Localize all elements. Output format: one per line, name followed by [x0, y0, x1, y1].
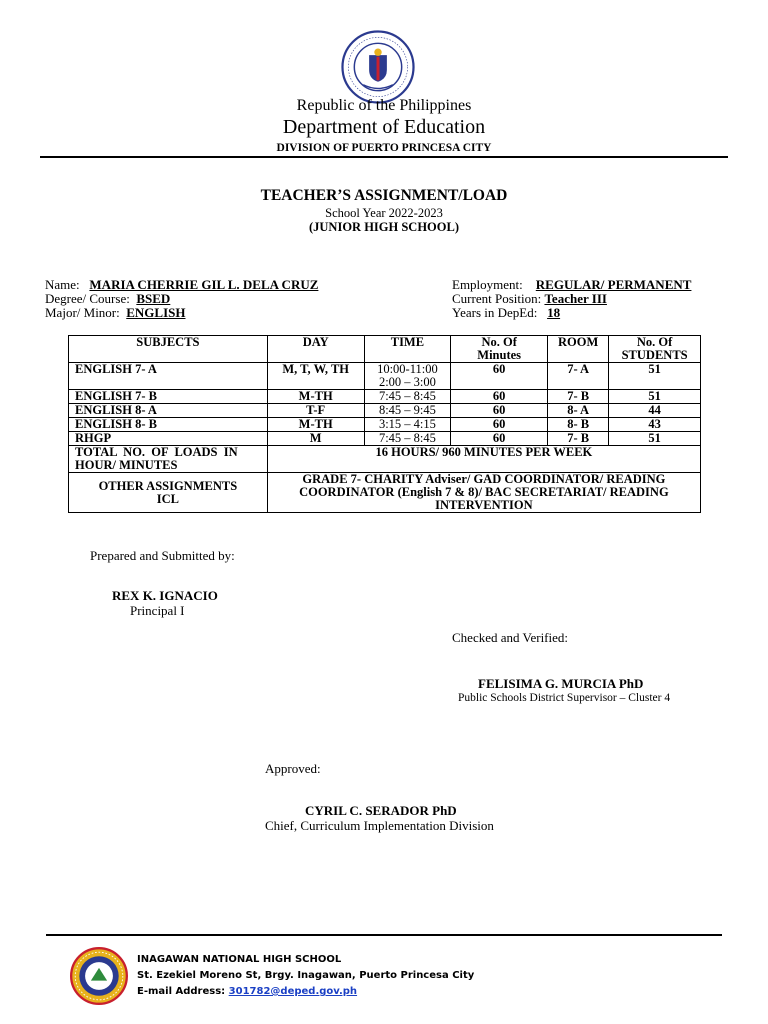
years-label: Years in DepEd:	[452, 305, 538, 320]
time-cell: 8:45 – 9:45	[364, 404, 451, 418]
day-cell: M-TH	[267, 390, 364, 404]
school-seal-icon	[70, 947, 128, 1005]
header-students-line2: STUDENTS	[621, 348, 688, 362]
degree-value: BSED	[136, 291, 171, 306]
footer-email-row	[137, 984, 357, 999]
approved-label: Approved:	[265, 761, 321, 776]
school-year: School Year 2022-2023	[325, 206, 443, 220]
footer-email-label: E-mail Address:	[137, 986, 226, 997]
room-cell: 8- A	[548, 404, 609, 418]
degree-label: Degree/ Course:	[45, 291, 130, 306]
room-cell: 7- B	[548, 432, 609, 446]
room-cell: 7- B	[548, 390, 609, 404]
school-level: (JUNIOR HIGH SCHOOL)	[308, 220, 459, 234]
students-cell: 51	[609, 390, 701, 404]
years-row	[452, 305, 560, 320]
footer-address: St. Ezekiel Moreno St, Brgy. Inagawan, Puerto Princesa City	[137, 970, 475, 981]
employment-label: Employment:	[452, 277, 523, 292]
header-minutes	[451, 336, 548, 363]
republic-heading: Republic of the Philippines	[296, 97, 472, 114]
footer-divider	[46, 934, 722, 936]
students-cell: 51	[609, 363, 701, 390]
other-assignments-label	[69, 473, 268, 513]
footer-email-link[interactable]: 301782@deped.gov.ph	[228, 986, 358, 997]
name-row	[45, 277, 318, 292]
prepared-name: REX K. IGNACIO	[112, 588, 218, 603]
checked-label: Checked and Verified:	[452, 630, 568, 645]
assignment-table	[68, 335, 701, 513]
prepared-title: Principal I	[130, 603, 185, 618]
room-cell: 8- B	[548, 418, 609, 432]
students-cell: 51	[609, 432, 701, 446]
other-assignments-label-line2: ICL	[156, 491, 179, 506]
department-heading: Department of Education	[282, 116, 486, 138]
name-value: MARIA CHERRIE GIL L. DELA CRUZ	[89, 277, 319, 292]
header-day: DAY	[267, 336, 364, 363]
document-title: TEACHER’S ASSIGNMENT/LOAD	[260, 187, 508, 204]
approved-title: Chief, Curriculum Implementation Division	[265, 818, 494, 833]
subject-cell: ENGLISH 8- A	[69, 404, 268, 418]
table-row	[69, 418, 701, 432]
employment-row	[452, 277, 691, 292]
checked-name: FELISIMA G. MURCIA PhD	[478, 676, 644, 691]
degree-row	[45, 291, 170, 306]
subject-cell: ENGLISH 7- A	[69, 363, 268, 390]
subject-cell: ENGLISH 8- B	[69, 418, 268, 432]
name-label: Name:	[45, 277, 80, 292]
major-row	[45, 305, 186, 320]
time-cell	[364, 363, 451, 390]
day-cell: M	[267, 432, 364, 446]
students-cell: 44	[609, 404, 701, 418]
other-assignments-row	[69, 473, 701, 513]
header-minutes-line1: No. Of	[481, 335, 517, 349]
minutes-cell: 60	[451, 418, 548, 432]
table-header-row	[69, 336, 701, 363]
deped-seal-icon	[341, 30, 415, 104]
time-line2: 2:00 – 3:00	[378, 375, 436, 389]
total-loads-label-line2: HOUR/ MINUTES	[75, 458, 178, 472]
time-line1: 10:00-11:00	[377, 362, 438, 376]
prepared-label: Prepared and Submitted by:	[90, 548, 235, 563]
total-loads-value: 16 HOURS/ 960 MINUTES PER WEEK	[267, 446, 700, 473]
header-time: TIME	[364, 336, 451, 363]
header-minutes-line2: Minutes	[477, 348, 522, 362]
minutes-cell: 60	[451, 432, 548, 446]
major-value: ENGLISH	[126, 305, 186, 320]
day-cell: M, T, W, TH	[267, 363, 364, 390]
years-value: 18	[547, 305, 561, 320]
minutes-cell: 60	[451, 404, 548, 418]
table-row	[69, 390, 701, 404]
minutes-cell: 60	[451, 390, 548, 404]
checked-title: Public Schools District Supervisor – Cluster 4	[458, 692, 671, 704]
total-loads-row	[69, 446, 701, 473]
time-cell: 3:15 – 4:15	[364, 418, 451, 432]
header-students	[609, 336, 701, 363]
other-assignments-label-line1: OTHER ASSIGNMENTS	[98, 478, 238, 493]
day-cell: T-F	[267, 404, 364, 418]
total-loads-label	[69, 446, 268, 473]
employment-value: REGULAR/ PERMANENT	[535, 277, 692, 292]
position-value: Teacher III	[544, 291, 607, 306]
position-row	[452, 291, 607, 306]
minutes-cell: 60	[451, 363, 548, 390]
time-cell: 7:45 – 8:45	[364, 390, 451, 404]
header-students-line1: No. Of	[636, 335, 673, 349]
major-label: Major/ Minor:	[45, 305, 120, 320]
table-row	[69, 432, 701, 446]
table-row	[69, 404, 701, 418]
time-cell: 7:45 – 8:45	[364, 432, 451, 446]
header-subjects: SUBJECTS	[69, 336, 268, 363]
subject-cell: RHGP	[69, 432, 268, 446]
room-cell: 7- A	[548, 363, 609, 390]
other-assignments-value: GRADE 7- CHARITY Adviser/ GAD COORDINATOR/ READING COORDINATOR (English 7 & 8)/ BAC SECRETARIAT/ READING INTERVENTION	[267, 473, 700, 513]
subject-cell: ENGLISH 7- B	[69, 390, 268, 404]
students-cell: 43	[609, 418, 701, 432]
approved-name: CYRIL C. SERADOR PhD	[305, 803, 457, 818]
total-loads-label-line1: TOTAL NO. OF LOADS IN	[75, 445, 238, 459]
header-room: ROOM	[548, 336, 609, 363]
division-heading: DIVISION OF PUERTO PRINCESA CITY	[276, 142, 492, 154]
table-row	[69, 363, 701, 390]
day-cell: M-TH	[267, 418, 364, 432]
position-label: Current Position:	[452, 291, 542, 306]
header-divider	[40, 156, 728, 158]
footer-school-name: INAGAWAN NATIONAL HIGH SCHOOL	[137, 954, 342, 965]
